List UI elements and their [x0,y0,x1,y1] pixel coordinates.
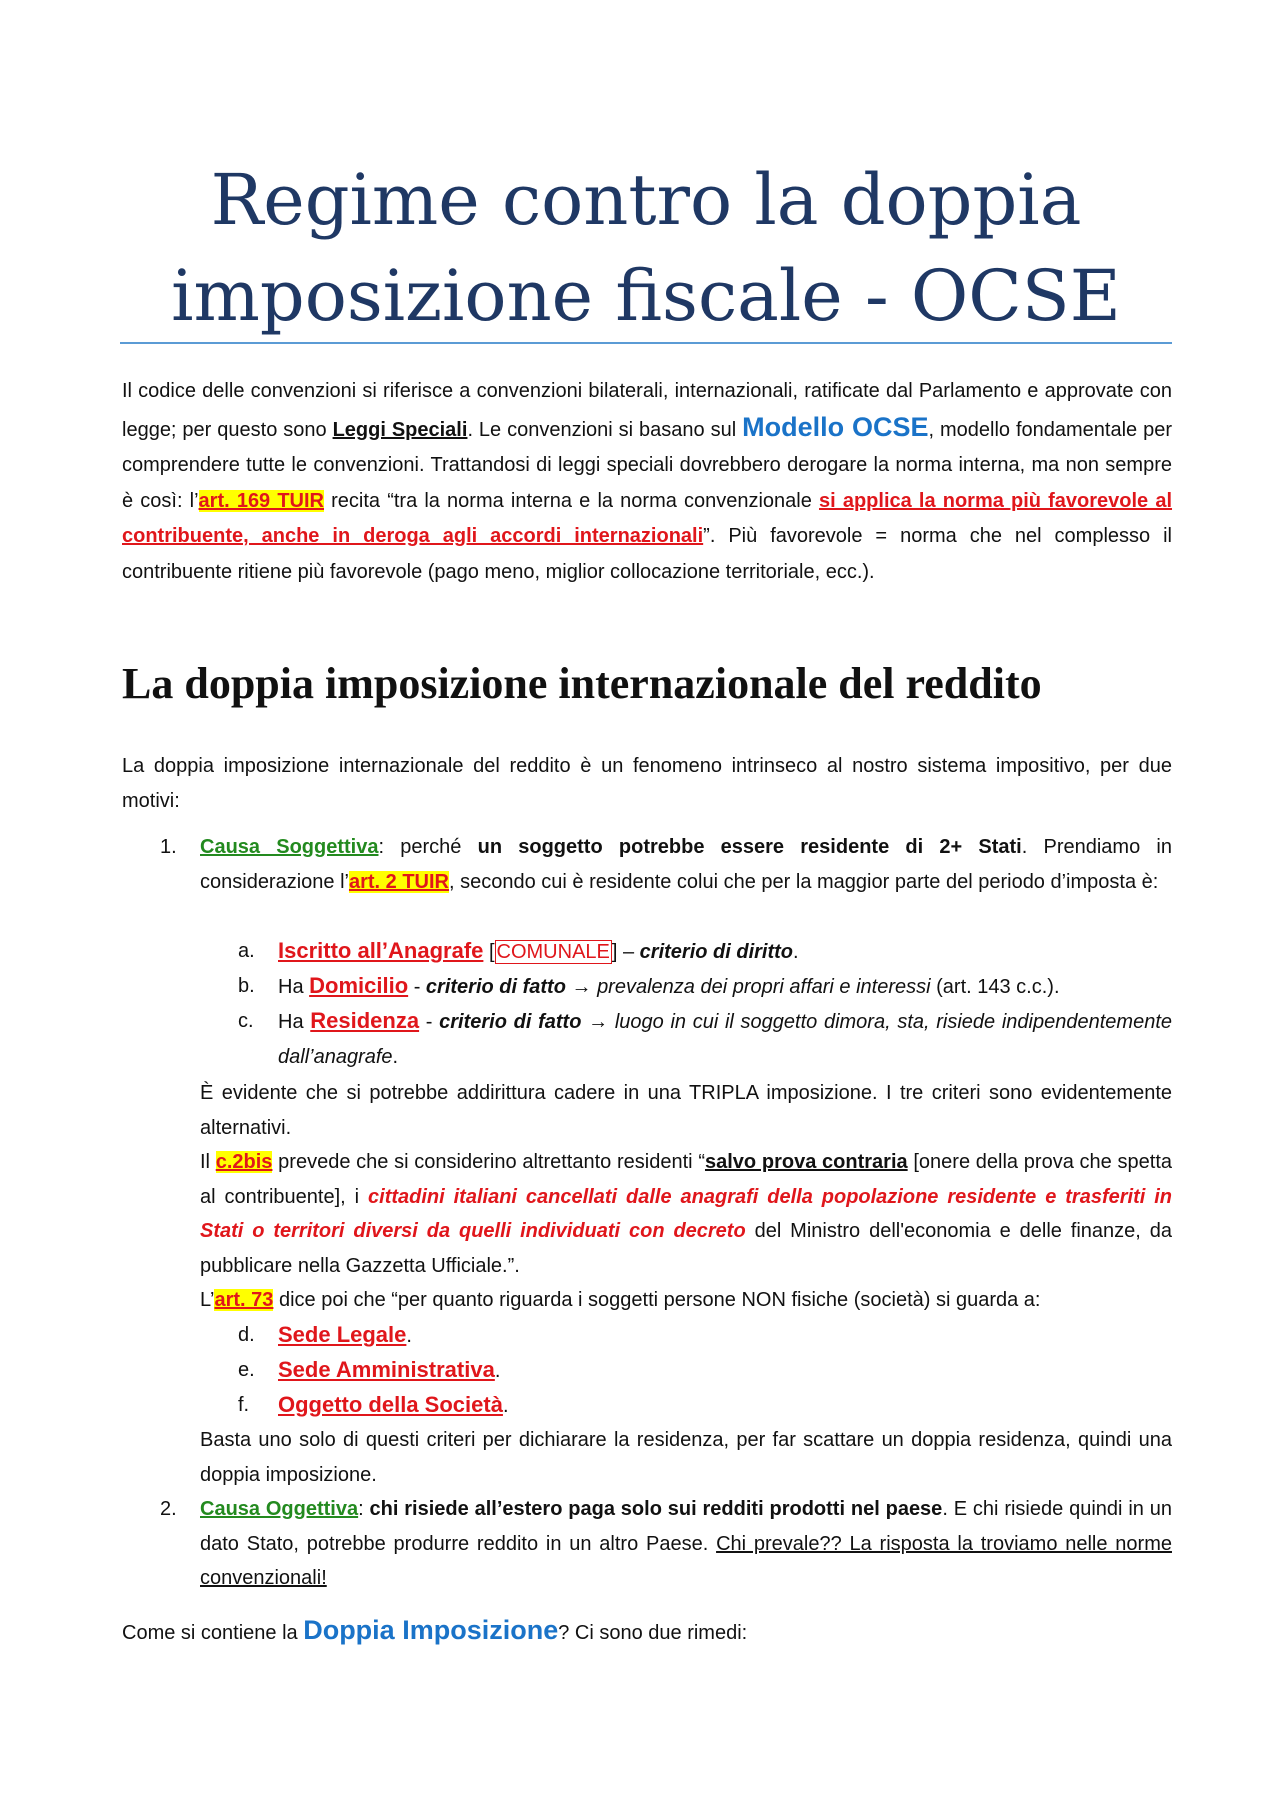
block-text: [onere della prova che spetta al contribuente], i [200,1151,1172,1208]
sub-item-c [238,1004,1172,1074]
art-169-ref: art. 169 TUIR [198,489,324,512]
italic-text: luogo in cui il soggetto dimora, sta, risiede indipendentemente dall’anagrafe [278,1011,1172,1068]
sub-text: Ha [278,976,310,998]
item-text: : perché [378,836,478,858]
art73-paragraph [200,1283,1172,1318]
sub-text: . [494,1360,501,1382]
sub-letter: a. [238,940,255,962]
causa-oggettiva-label: Causa Oggettiva [200,1498,359,1520]
sub-letter: f. [238,1394,250,1416]
item-bold-text: chi risiede all’estero paga solo sui redditi prodotti nel paese [369,1498,943,1520]
sub-letter: e. [238,1359,255,1381]
intro-text: ”. Più favorevole = norma che nel complesso il contribuente ritiene più favorevole (pago meno, miglior collocazione territoriale, ecc.). [122,525,1172,583]
sub-text: . [502,1395,509,1417]
sub-item-f [238,1388,1172,1424]
underlined-question: Chi prevale?? La risposta la troviamo nelle norme convenzionali! [200,1532,1172,1589]
anagrafe-term: Iscritto all’Anagrafe [278,938,484,963]
block-text: Il [200,1151,216,1173]
sub-letter: d. [238,1324,255,1346]
sub-text: . [392,1045,399,1068]
leggi-speciali: Leggi Speciali [332,418,468,441]
sub-letter: c. [238,1010,254,1032]
residenza-term: Residenza [310,1008,420,1033]
intro-paragraph [122,374,1172,590]
block-text: del Ministro dell'economia e delle finanze, da pubblicare nella Gazzetta Ufficiale.”. [200,1220,1172,1277]
italic-text: prevalenza dei propri affari e interessi [597,976,931,998]
c2bis-paragraph [200,1145,1172,1283]
title-line-2: imposizione fiscale - OCSE [171,255,1121,337]
block-text: L’ [200,1289,215,1311]
favorevole-quote: si applica la norma più favorevole al contribuente, anche in deroga agli accordi internazionali [122,489,1173,547]
causa-soggettiva-label: Causa Soggettiva [200,836,379,858]
intro-text: recita “tra la norma interna e la norma convenzionale [324,489,820,512]
list-number: 2. [160,1498,177,1520]
block-text: dice poi che “per quanto riguarda i soggetti persone NON fisiche (società) si guarda a: [273,1289,1041,1311]
sub-text: [ [483,941,495,963]
sub-item-a [238,934,1172,970]
modello-ocse-term: Modello OCSE [742,411,929,442]
sub-text: Ha [278,1011,311,1033]
sub-text: (art. 143 c.c.). [930,976,1060,998]
final-text: Come si contiene la [122,1622,304,1644]
final-text: ? Ci sono due rimedi: [558,1622,748,1644]
item-text: : [358,1498,370,1520]
art-2-ref: art. 2 TUIR [348,870,450,893]
item-text: . Prendiamo in considerazione l’ [200,836,1172,893]
item-text: . E chi risiede quindi in un dato Stato, potrebbe produrre reddito in un altro Paese. [200,1498,1172,1555]
domicilio-term: Domicilio [309,973,409,998]
arrow-icon: → [565,976,598,998]
salvo-prova-contraria: salvo prova contraria [704,1151,908,1173]
list-number: 1. [160,836,177,858]
sub-item-d [238,1318,1172,1354]
sub-text: - [419,1011,440,1033]
tripla-paragraph: È evidente che si potrebbe addirittura cadere in una TRIPLA imposizione. I tre criteri sono evidentemente alternativi. [200,1082,1172,1139]
criterio-label: criterio di fatto [425,976,566,998]
intro-text: , modello fondamentale per comprendere tutte le convenzioni. Trattandosi di leggi speciali dovrebbero derogare la norma interna, ma non sempre è così: l’ [122,418,1173,512]
cittadini-cancellati: cittadini italiani cancellati dalle anagrafi della popolazione residente e trasferiti in Stati o territori diversi da quelli individuati con decreto [200,1185,1173,1242]
title-underline [120,342,1172,344]
section-paragraph: La doppia imposizione internazionale del reddito è un fenomeno intrinseco al nostro sistema impositivo, per due motivi: [122,755,1172,812]
sub-item-e [238,1353,1172,1389]
comunale-box: COMUNALE [496,941,610,963]
sub-text: ] – [611,941,640,963]
list-item-2 [160,1492,1172,1596]
intro-text: . Le convenzioni si basano sul [467,418,743,441]
sub-item-b [238,969,1172,1005]
sub-text: . [406,1325,412,1347]
sede-legale-term: Sede Legale [278,1322,407,1347]
list-item-1 [160,830,1172,899]
item-text: , secondo cui è residente colui che per la maggior parte del periodo d’imposta è: [449,870,1159,893]
block-text: prevede che si considerino altrettanto residenti “ [272,1151,705,1173]
criterio-label: criterio di fatto [439,1011,582,1033]
final-paragraph [122,1613,1172,1652]
section-heading: La doppia imposizione internazionale del reddito [122,659,1042,708]
sub-letter: b. [238,975,255,997]
page-title [120,152,1172,344]
art-73-ref: art. 73 [214,1289,274,1311]
arrow-icon: → [581,1011,615,1033]
sub-text: . [793,941,799,963]
title-line-1: Regime contro la doppia [210,159,1082,241]
sub-text: - [408,976,426,998]
c2bis-ref: c.2bis [215,1151,273,1173]
criterio-label: criterio di diritto [639,941,794,963]
intro-text: Il codice delle convenzioni si riferisce a convenzioni bilaterali, internazionali, ratificate dal Parlamento e approvate con legge; per questo sono [122,380,1172,441]
sede-amministrativa-term: Sede Amministrativa [278,1357,495,1382]
item-bold-text: un soggetto potrebbe essere residente di 2+ Stati [477,836,1022,858]
doppia-imposizione-term: Doppia Imposizione [303,1615,559,1645]
oggetto-societa-term: Oggetto della Società [278,1392,503,1417]
basta-paragraph: Basta uno solo di questi criteri per dichiarare la residenza, per far scattare un doppia residenza, quindi una doppia imposizione. [200,1429,1172,1486]
